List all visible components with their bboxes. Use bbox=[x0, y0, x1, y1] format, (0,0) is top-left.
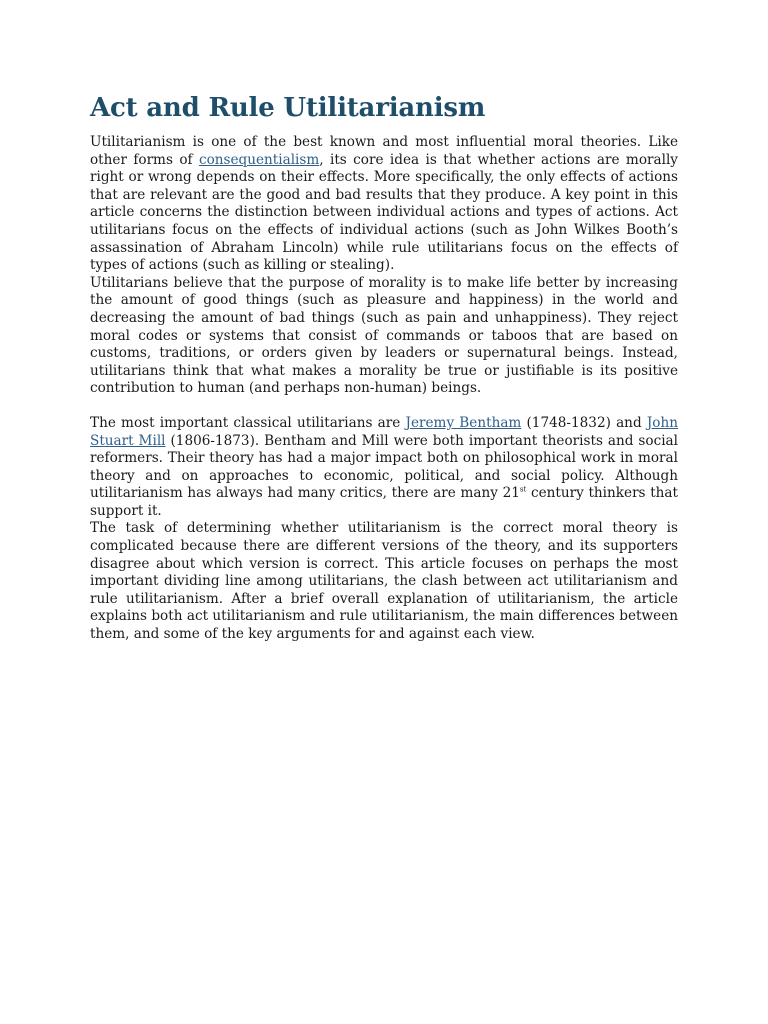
paragraph-classical-text-1: The most important classical utilitarians are bbox=[90, 414, 406, 431]
paragraph-task: The task of determining whether utilitarianism is the correct moral theory is complicated because there are different versions of the theory, and its supporters disagree about which version is correct. This article focuses on perhaps the most important dividing line among utilitarians, the clash between act utilitarianism and rule utilitarianism. After a brief overall explanation of utilitarianism, the article explains both act utilitarianism and rule utilitarianism, the main differences between them, and some of the key arguments for and against each view. bbox=[90, 520, 678, 643]
paragraph-classical-text-4: century thinkers that support it. bbox=[90, 485, 679, 519]
link-jeremy-bentham[interactable]: Jeremy Bentham bbox=[405, 414, 522, 431]
link-john-stuart-mill[interactable]: John Stuart Mill bbox=[90, 414, 678, 449]
link-consequentialism[interactable]: consequentialism bbox=[198, 151, 320, 168]
paragraph-purpose: Utilitarians believe that the purpose of morality is to make life better by increasing the amount of good things (such as pleasure and happiness) in the world and decreasing the amount of bad things (such as pain and unhappiness). They reject moral codes or systems that consist of commands or taboos that are based on customs, traditions, or orders given by leaders or supernatural beings. Instead, utilitarians think that what makes a morality be true or justifiable is its positive contribution to human (and perhaps non-human) beings. bbox=[90, 274, 678, 397]
paragraph-intro-text-2: , its core idea is that whether actions are morally right or wrong depends on their effects. More specifically, the only effects of actions that are relevant are the good and bad results that they produce. A key point in this article concerns the distinction between individual actions and types of actions. Act utilitarians focus on the effects of individual actions (such as John Wilkes Booth’s assassination of Abraham Lincoln) while rule utilitarians focus on the effects of types of actions (such as killing or stealing). bbox=[90, 151, 678, 274]
paragraph-classical-text-2: (1748-1832) and bbox=[521, 414, 647, 431]
superscript-st: st bbox=[519, 485, 527, 494]
page-title: Act and Rule Utilitarianism bbox=[90, 93, 486, 123]
paragraph-intro bbox=[90, 134, 678, 275]
paragraph-classical-text-3: (1806-1873). Bentham and Mill were both important theorists and social reformers. Their theory has had a major impact both on philosophical work in moral theory and on approaches to economic, political, and social policy. Although utilitarianism has always had many critics, there are many 21 bbox=[90, 432, 678, 502]
paragraph-intro-text-1: Utilitarianism is one of the best known and most influential moral theories. Like other forms of bbox=[90, 134, 678, 168]
paragraph-classical bbox=[90, 415, 678, 521]
document-page bbox=[90, 90, 678, 644]
